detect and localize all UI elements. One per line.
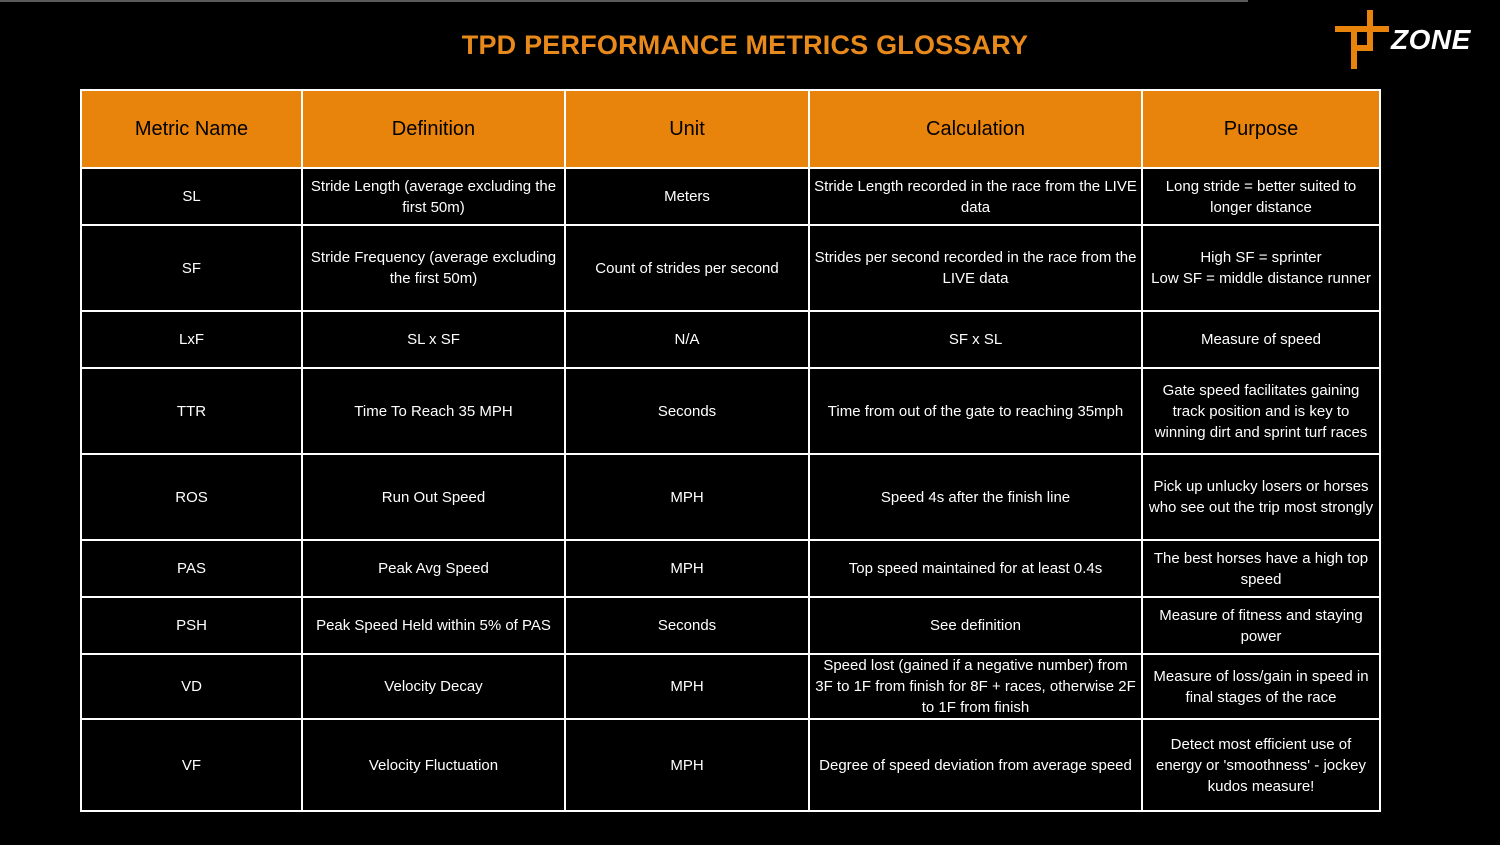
table-row (81, 225, 1380, 311)
calculation-cell: See definition (809, 597, 1142, 654)
purpose-cell: Gate speed facilitates gaining track position and is key to winning dirt and sprint turf races (1142, 368, 1380, 454)
purpose-cell: The best horses have a high top speed (1142, 540, 1380, 597)
metric-name-cell: TTR (81, 368, 302, 454)
unit-cell: Seconds (565, 368, 809, 454)
table-row (81, 368, 1380, 454)
definition-cell: Run Out Speed (302, 454, 565, 540)
definition-cell: Peak Speed Held within 5% of PAS (302, 597, 565, 654)
definition-cell: SL x SF (302, 311, 565, 368)
table-header-row (81, 90, 1380, 168)
purpose-cell: High SF = sprinter Low SF = middle distance runner (1142, 225, 1380, 311)
column-header-calculation: Calculation (809, 90, 1142, 168)
purpose-cell: Measure of loss/gain in speed in final stages of the race (1142, 654, 1380, 719)
table-row (81, 168, 1380, 225)
metric-name-cell: VF (81, 719, 302, 811)
calculation-cell: Top speed maintained for at least 0.4s (809, 540, 1142, 597)
unit-cell: Meters (565, 168, 809, 225)
definition-cell: Peak Avg Speed (302, 540, 565, 597)
definition-cell: Velocity Decay (302, 654, 565, 719)
definition-cell: Velocity Fluctuation (302, 719, 565, 811)
calculation-cell: Time from out of the gate to reaching 35mph (809, 368, 1142, 454)
metric-name-cell: ROS (81, 454, 302, 540)
unit-cell: Seconds (565, 597, 809, 654)
table-row (81, 454, 1380, 540)
definition-cell: Time To Reach 35 MPH (302, 368, 565, 454)
purpose-cell: Measure of speed (1142, 311, 1380, 368)
column-header-metric-name: Metric Name (81, 90, 302, 168)
purpose-cell: Measure of fitness and staying power (1142, 597, 1380, 654)
metric-name-cell: LxF (81, 311, 302, 368)
table-row (81, 597, 1380, 654)
table-row (81, 719, 1380, 811)
unit-cell: MPH (565, 454, 809, 540)
unit-cell: Count of strides per second (565, 225, 809, 311)
purpose-cell: Pick up unlucky losers or horses who see out the trip most strongly (1142, 454, 1380, 540)
page-title: TPD PERFORMANCE METRICS GLOSSARY (461, 30, 1029, 60)
metrics-glossary-table (80, 89, 1381, 812)
calculation-cell: Degree of speed deviation from average speed (809, 719, 1142, 811)
top-divider (0, 0, 1248, 2)
calculation-cell: Stride Length recorded in the race from the LIVE data (809, 168, 1142, 225)
purpose-cell: Long stride = better suited to longer distance (1142, 168, 1380, 225)
tpd-zone-logo (1334, 10, 1484, 70)
column-header-definition: Definition (302, 90, 565, 168)
unit-cell: MPH (565, 654, 809, 719)
metric-name-cell: PAS (81, 540, 302, 597)
definition-cell: Stride Length (average excluding the first 50m) (302, 168, 565, 225)
purpose-cell: Detect most efficient use of energy or 'smoothness' - jockey kudos measure! (1142, 719, 1380, 811)
definition-cell: Stride Frequency (average excluding the first 50m) (302, 225, 565, 311)
table-row (81, 540, 1380, 597)
unit-cell: MPH (565, 719, 809, 811)
logo-text: ZONE (1391, 24, 1471, 55)
table-row (81, 311, 1380, 368)
tpd-logo-icon (1334, 10, 1394, 70)
metric-name-cell: SL (81, 168, 302, 225)
table-row (81, 654, 1380, 719)
column-header-purpose: Purpose (1142, 90, 1380, 168)
metric-name-cell: VD (81, 654, 302, 719)
unit-cell: MPH (565, 540, 809, 597)
column-header-unit: Unit (565, 90, 809, 168)
metric-name-cell: SF (81, 225, 302, 311)
calculation-cell: Speed lost (gained if a negative number) from 3F to 1F from finish for 8F + races, otherwise 2F to 1F from finish (809, 654, 1142, 719)
calculation-cell: SF x SL (809, 311, 1142, 368)
unit-cell: N/A (565, 311, 809, 368)
calculation-cell: Speed 4s after the finish line (809, 454, 1142, 540)
calculation-cell: Strides per second recorded in the race from the LIVE data (809, 225, 1142, 311)
metric-name-cell: PSH (81, 597, 302, 654)
